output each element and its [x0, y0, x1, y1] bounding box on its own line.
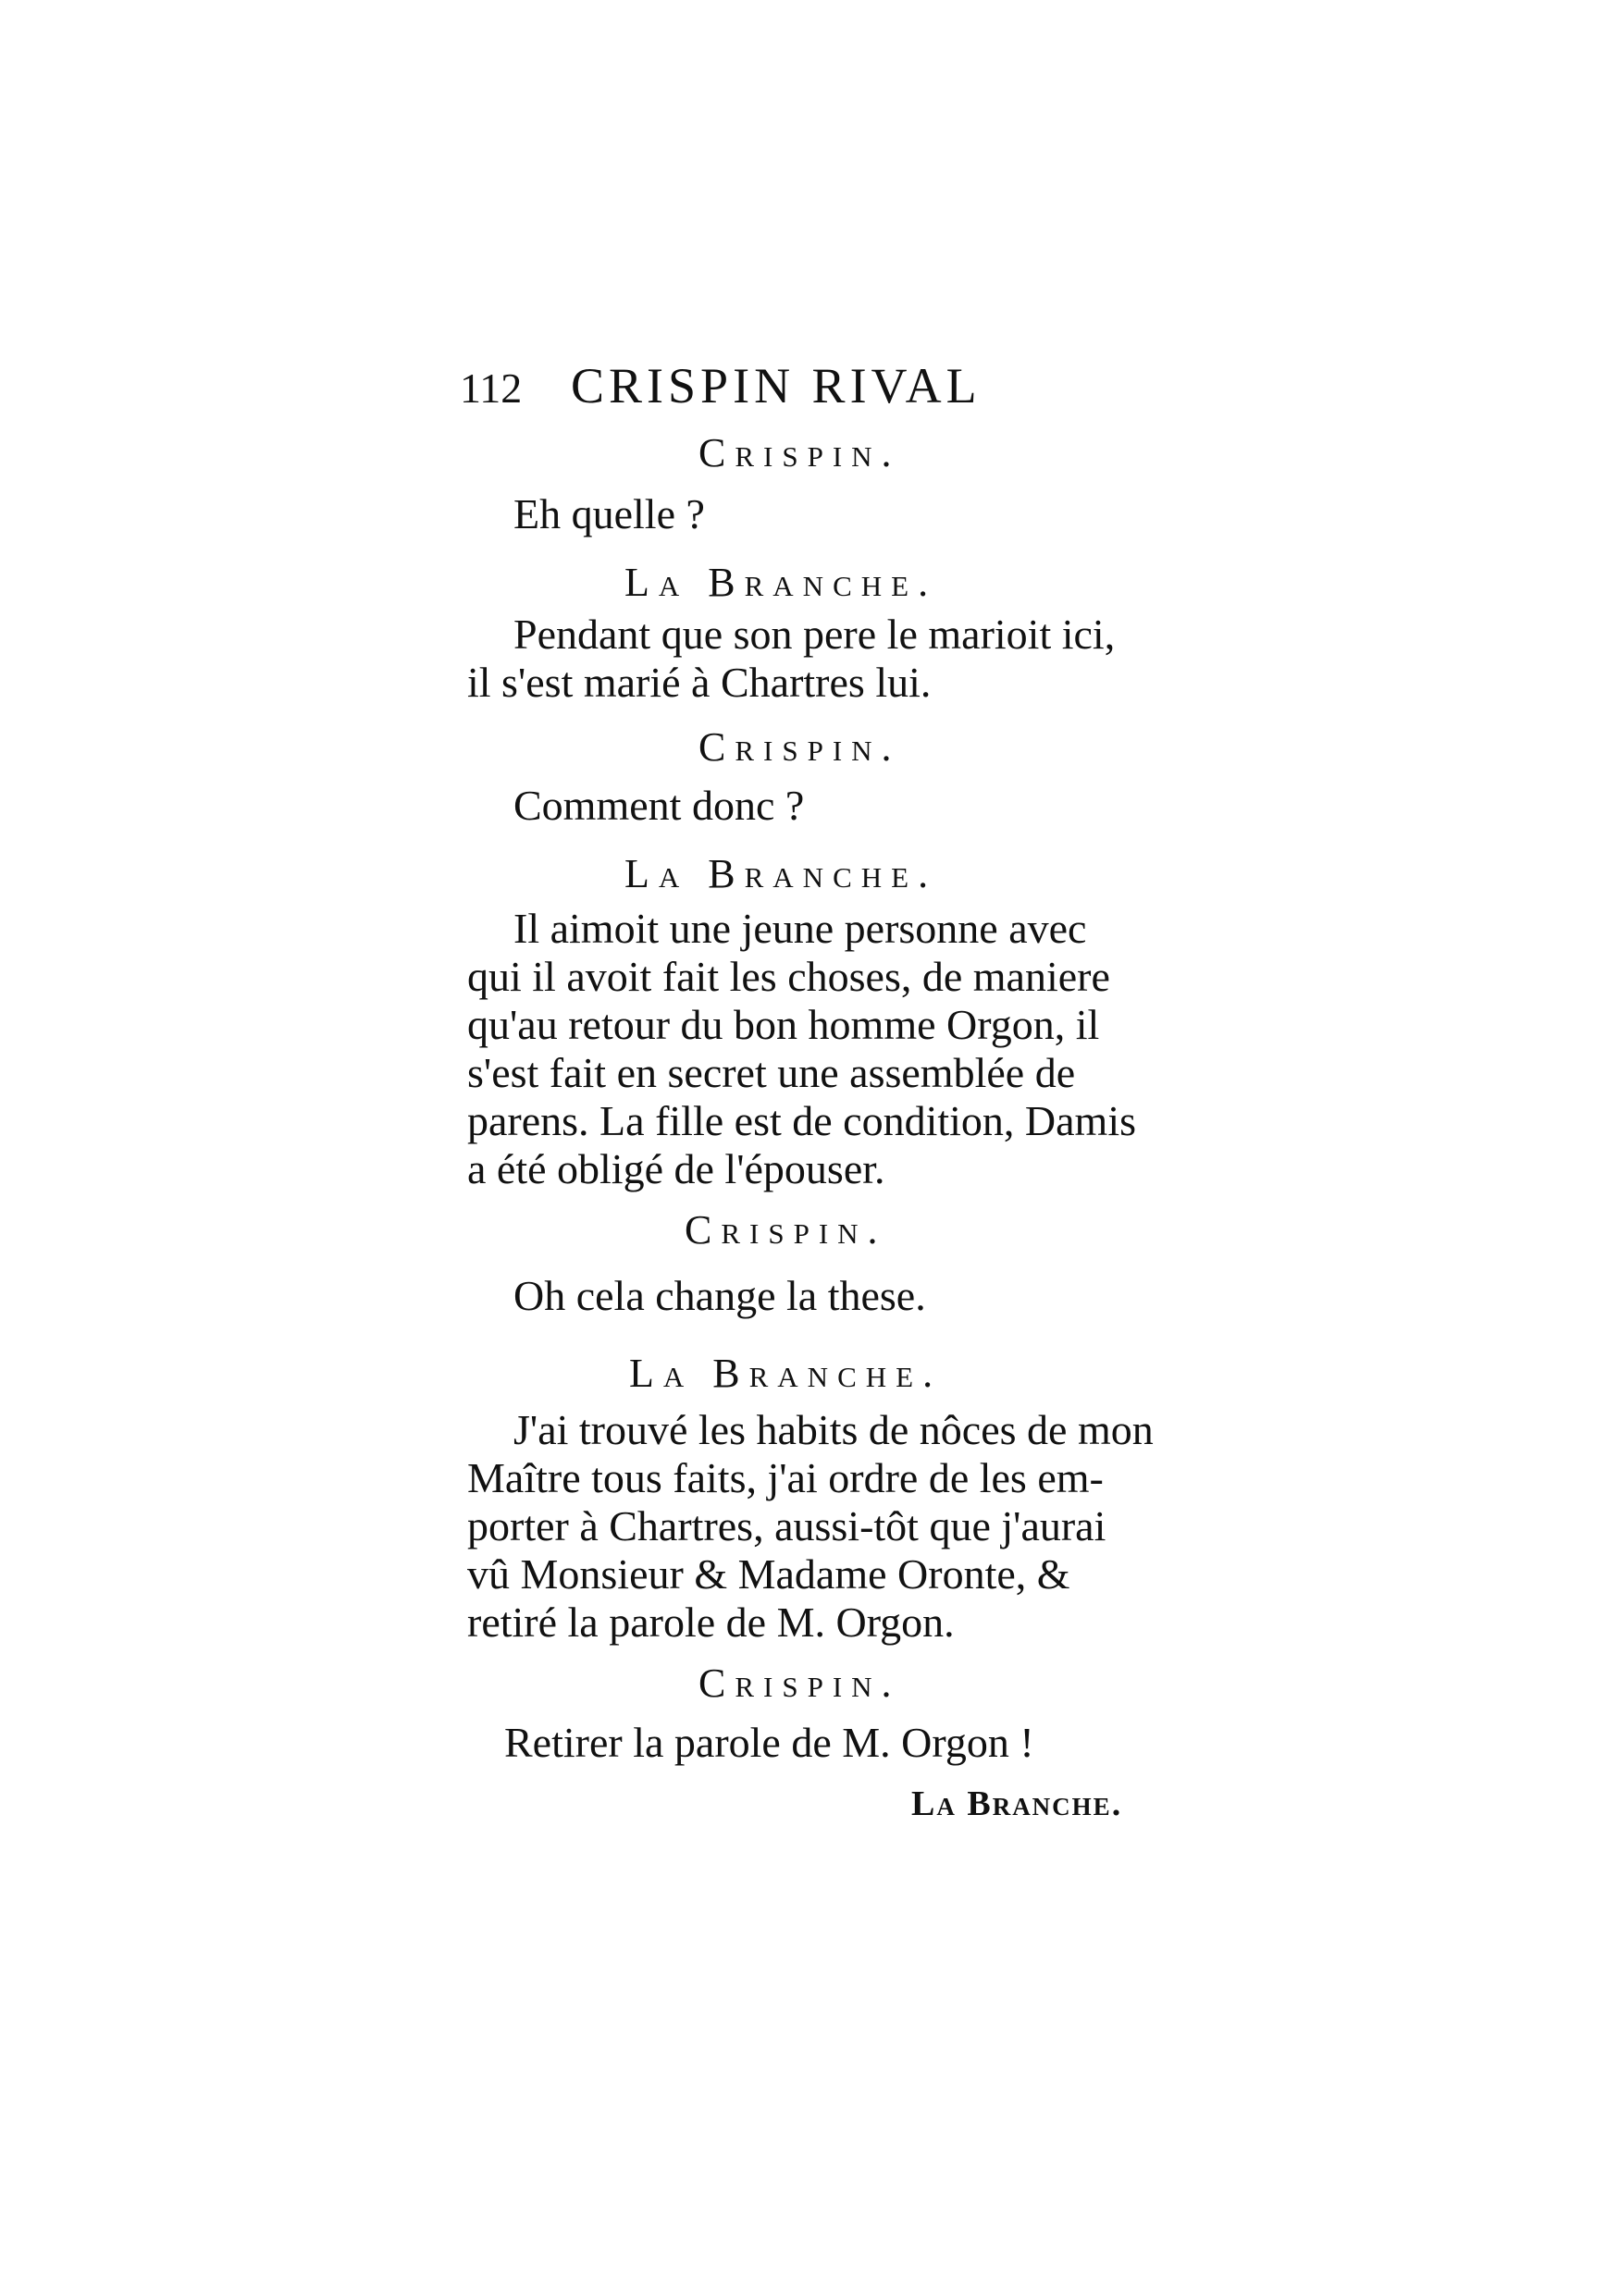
speech-line: vû Monsieur & Madame Oronte, & [467, 1550, 1070, 1598]
running-head [460, 353, 1181, 418]
speaker-name: Crispin. [698, 1660, 901, 1706]
speech-block [467, 1272, 1170, 1320]
speech-line: J'ai trouvé les habits de nôces de mon [513, 1406, 1154, 1453]
speech-line: Pendant que son pere le marioit ici, [513, 611, 1116, 658]
speech-block [467, 1406, 1170, 1647]
speech-line: porter à Chartres, aussi-tôt que j'aurai [467, 1502, 1106, 1549]
speech-line: Maître tous faits, j'ai ordre de les em- [467, 1454, 1104, 1501]
catchword: La Branche. [911, 1784, 1123, 1823]
speech-line: Retirer la parole de M. Orgon ! [504, 1719, 1034, 1766]
speaker-name: La Branche. [629, 1351, 943, 1396]
speaker-name: Crispin. [698, 724, 901, 770]
page-number: 112 [460, 364, 523, 412]
speech-block [467, 1719, 1170, 1767]
speech-block [467, 782, 1170, 830]
speech-line: Eh quelle ? [513, 490, 705, 537]
speaker-name: La Branche. [624, 560, 938, 605]
speech-block [467, 611, 1170, 707]
speech-line: qui il avoit fait les choses, de maniere [467, 953, 1110, 1000]
speech-line: Oh cela change la these. [513, 1272, 926, 1319]
speech-line: il s'est marié à Chartres lui. [467, 659, 932, 706]
speech-line: parens. La fille est de condition, Damis [467, 1097, 1137, 1144]
speech-line: Comment donc ? [513, 782, 805, 829]
speaker-name: Crispin. [685, 1207, 887, 1253]
speech-block [467, 490, 1170, 538]
speech-line: a été obligé de l'épouser. [467, 1145, 885, 1192]
speech-line: s'est fait en secret une assemblée de [467, 1049, 1076, 1096]
speech-line: qu'au retour du bon homme Orgon, il [467, 1001, 1100, 1048]
speech-line: Il aimoit une jeune personne avec [513, 905, 1087, 952]
speech-line: retiré la parole de M. Orgon. [467, 1599, 955, 1646]
running-title: CRISPIN RIVAL [571, 358, 982, 414]
speaker-name: Crispin. [698, 430, 901, 475]
speech-block [467, 905, 1170, 1193]
speaker-name: La Branche. [624, 851, 938, 896]
